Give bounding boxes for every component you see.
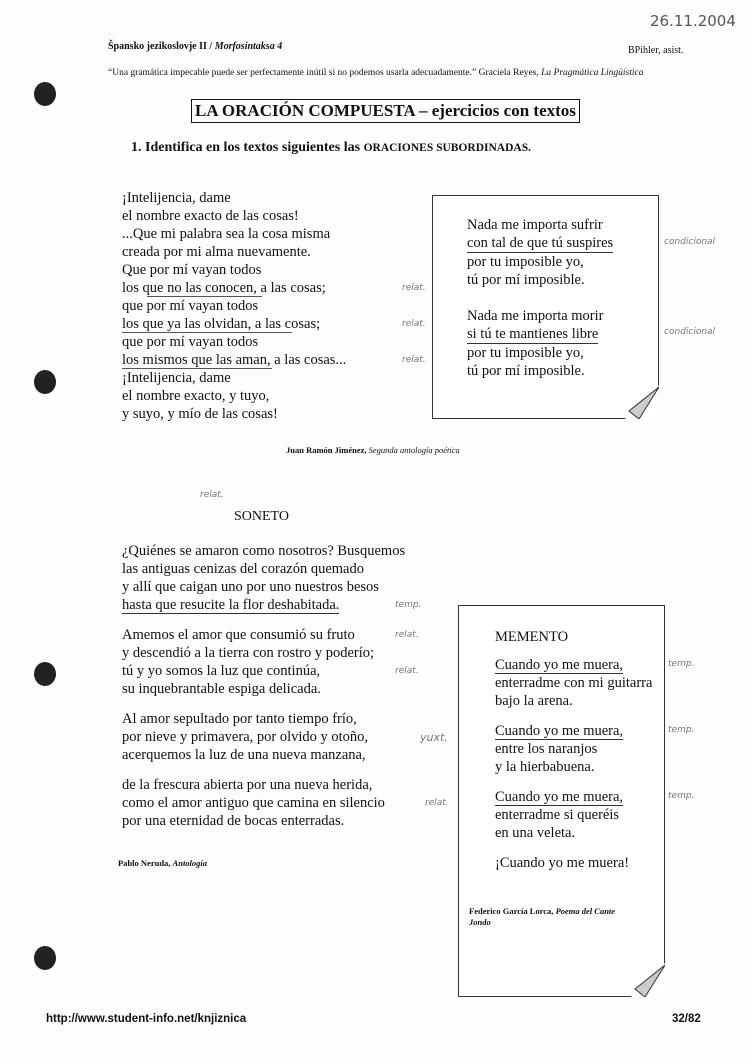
poem-line: en una veleta. [495, 825, 576, 841]
page-title: LA ORACIÓN COMPUESTA – ejercicios con textos [191, 99, 580, 123]
poem-line [467, 289, 613, 307]
course-italic: Morfosintaksa 4 [214, 41, 283, 52]
poem-attribution [286, 445, 460, 455]
underline [147, 296, 262, 297]
annotation: condicional [664, 327, 716, 337]
poem-line [495, 776, 652, 788]
quote: “Una gramática impecable puede ser perfectamente inútil si no podemos usarla adecuadamente.” Graciela Reyes, [108, 68, 542, 78]
annotation: relat. [402, 319, 426, 329]
poem-line: por tu imposible yo, [467, 254, 584, 270]
poem-line: ¡Cuando yo me muera! [495, 855, 630, 871]
poem-line: tú y yo somos la luz que continúa, [122, 663, 321, 679]
annotation: temp. [668, 725, 695, 735]
poem-line: Que por mí vayan todos [122, 262, 262, 278]
poem-line: enterradme con mi guitarra [495, 675, 653, 691]
poem-line: ¿Quiénes se amaron como nosotros? Busquemos [122, 543, 406, 559]
poem-line: el nombre exacto de las cosas! [122, 208, 299, 224]
annotation: temp. [668, 791, 695, 801]
poem-line: y la hierbabuena. [495, 759, 595, 775]
exercise-instruction [131, 140, 531, 156]
annotation: temp. [395, 600, 422, 610]
poem-line: y suyo, y mío de las cosas! [122, 406, 278, 422]
poem-line: los que ya las olvidan, a las cosas; [122, 316, 321, 332]
poem-line [122, 764, 405, 776]
poem-neruda [122, 542, 405, 830]
memento-attribution [469, 906, 619, 928]
author: Juan Ramón Jiménez, [286, 445, 369, 455]
poem-line: Nada me importa morir [467, 308, 604, 324]
poem-line: tú por mí imposible. [467, 363, 585, 379]
poem-line [122, 614, 405, 626]
poem-line: como el amor antiguo que camina en silencio [122, 795, 385, 811]
poem-line: ¡Intelijencia, dame [122, 370, 231, 386]
memento-title: MEMENTO [495, 629, 569, 645]
memento-box [458, 605, 665, 997]
poem-line: por nieve y primavera, por olvido y otoño, [122, 729, 369, 745]
poem-jimenez [122, 189, 346, 423]
annotation: relat. [395, 630, 419, 640]
author: Pablo Neruda, [118, 858, 173, 868]
poem-line: ...Que mi palabra sea la cosa misma [122, 226, 331, 242]
author: Federico García Lorca, [469, 906, 556, 916]
poem-line: Nada me importa sufrir [467, 217, 603, 233]
poem-line: si tú te mantienes libre [467, 326, 599, 342]
punch-hole [34, 946, 56, 970]
handwritten-date: 26.11.2004 [650, 12, 736, 30]
poem-line: creada por mi alma nuevamente. [122, 244, 311, 260]
poem-line: las antiguas cenizas del corazón quemado [122, 561, 364, 577]
instruction: 1. Identifica en los textos siguientes las [131, 140, 364, 155]
epigraph [108, 68, 644, 78]
poem-line: su inquebrantable espiga delicada. [122, 681, 321, 697]
page-curl-icon [625, 385, 659, 419]
poem-line [122, 698, 405, 710]
page-number: 32/82 [672, 1013, 701, 1025]
annotation: condicional [664, 237, 716, 247]
poem-line: tú por mí imposible. [467, 272, 585, 288]
punch-hole [34, 82, 56, 106]
annotation: relat. [200, 490, 224, 500]
soneto-title: SONETO [234, 509, 289, 524]
poem-line: los mismos que las aman, a las cosas... [122, 352, 347, 368]
poem-line: con tal de que tú suspires [467, 235, 614, 251]
poem-line: de la frescura abierta por una nueva herida, [122, 777, 373, 793]
poem-line: ¡Intelijencia, dame [122, 190, 231, 206]
poem-line: que por mí vayan todos [122, 298, 259, 314]
source: Poema del Cante Jondo [469, 906, 616, 927]
poem-line: que por mí vayan todos [122, 334, 259, 350]
poem-line [495, 842, 652, 854]
poem-line: Cuando yo me muera, [495, 723, 624, 739]
soneto-attribution [118, 858, 207, 868]
source: Segunda antología poética [368, 445, 460, 455]
poem-line: por una eternidad de bocas enterradas. [122, 813, 345, 829]
poem-line: acerquemos la luz de una nueva manzana, [122, 747, 366, 763]
underline [122, 368, 272, 369]
poem-line [495, 710, 652, 722]
poem-line: bajo la arena. [495, 693, 573, 709]
source: Antología [172, 858, 208, 868]
annotation: relat. [425, 798, 449, 808]
punch-hole [34, 662, 56, 686]
poem-line: Al amor sepultado por tanto tiempo frío, [122, 711, 357, 727]
poem-line: entre los naranjos [495, 741, 598, 757]
poem-line: Cuando yo me muera, [495, 657, 624, 673]
annotation: temp. [668, 659, 695, 669]
poem-line: hasta que resucite la flor deshabitada. [122, 597, 340, 613]
poem-line: y descendió a la tierra con rostro y poderío; [122, 645, 375, 661]
page-curl-icon [631, 963, 665, 997]
poem-line: el nombre exacto, y tuyo, [122, 388, 270, 404]
poem-line: y allí que caigan uno por uno nuestros besos [122, 579, 379, 595]
annotation: relat. [402, 283, 426, 293]
footer-url[interactable]: http://www.student-info.net/knjiznica [46, 1013, 247, 1025]
underline [122, 332, 292, 333]
course-header [108, 41, 282, 52]
poem-line: enterradme si queréis [495, 807, 620, 823]
poem-line: los que no las conocen, a las cosas; [122, 280, 326, 296]
poem-box [432, 195, 659, 419]
poem-line: Amemos el amor que consumió su fruto [122, 627, 355, 643]
annotation: relat. [402, 355, 426, 365]
course: Špansko jezikoslovje II / [108, 41, 215, 52]
punch-hole [34, 370, 56, 394]
quote-source: La Pragmática Lingüística [541, 68, 644, 78]
poem-line: por tu imposible yo, [467, 345, 584, 361]
annotation: relat. [395, 666, 419, 676]
poem-line: Cuando yo me muera, [495, 789, 624, 805]
author: BPihler, asist. [628, 45, 684, 56]
instruction-caps: ORACIONES SUBORDINADAS. [363, 142, 531, 154]
annotation: yuxt. [420, 731, 448, 744]
